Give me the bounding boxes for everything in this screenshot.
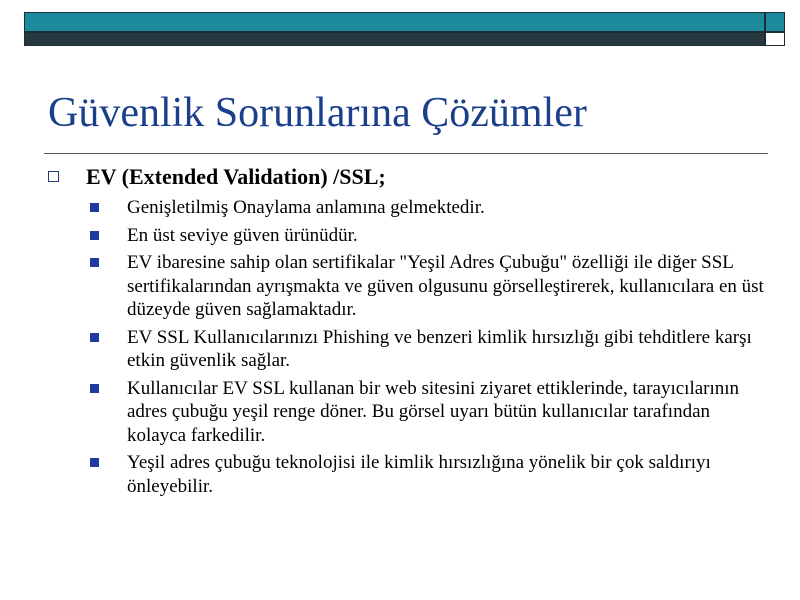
filled-square-icon — [90, 458, 99, 467]
bullet-text: Genişletilmiş Onaylama anlamına gelmektedir. — [127, 197, 485, 218]
heading-text: EV (Extended Validation) /SSL; — [86, 164, 386, 189]
header-corner-square-white — [765, 32, 785, 46]
filled-square-icon — [90, 231, 99, 240]
header-corner-square-teal — [765, 12, 785, 32]
list-item — [90, 451, 768, 498]
bullet-text: EV ibaresine sahip olan sertifikalar "Yeşil Adres Çubuğu" özelliği ile diğer SSL sertifikalarından ayrışmakta ve güven olgusunu görselleştirerek, kullanıcılara en üst düzeyde güven sağlamaktadır. — [127, 252, 764, 320]
heading-bullet-item — [48, 164, 768, 190]
list-item — [90, 196, 768, 220]
hollow-square-icon — [48, 171, 59, 182]
slide-body — [48, 164, 768, 502]
header-bar-teal — [24, 12, 765, 32]
bullet-text: Yeşil adres çubuğu teknolojisi ile kimlik hırsızlığına yönelik bir çok saldırıyı önleyebilir. — [127, 452, 711, 497]
bullet-text: EV SSL Kullanıcılarınızı Phishing ve benzeri kimlik hırsızlığı gibi tehditlere karşı etkin güvenlik sağlar. — [127, 326, 752, 371]
title-divider — [44, 153, 768, 154]
slide-title: Güvenlik Sorunlarına Çözümler — [48, 90, 587, 136]
list-item — [90, 377, 768, 448]
filled-square-icon — [90, 258, 99, 267]
list-item — [90, 326, 768, 373]
list-item — [90, 224, 768, 248]
filled-square-icon — [90, 384, 99, 393]
filled-square-icon — [90, 203, 99, 212]
bullet-text: Kullanıcılar EV SSL kullanan bir web sitesini ziyaret ettiklerinde, tarayıcılarının adres çubuğu yeşil renge döner. Bu görsel uyarı bütün kullanıcılar tarafından kolayca farkedilir. — [127, 377, 740, 446]
list-item — [90, 251, 768, 322]
filled-square-icon — [90, 333, 99, 342]
bullet-text: En üst seviye güven ürünüdür. — [127, 224, 358, 246]
header-bar-dark — [24, 32, 765, 46]
